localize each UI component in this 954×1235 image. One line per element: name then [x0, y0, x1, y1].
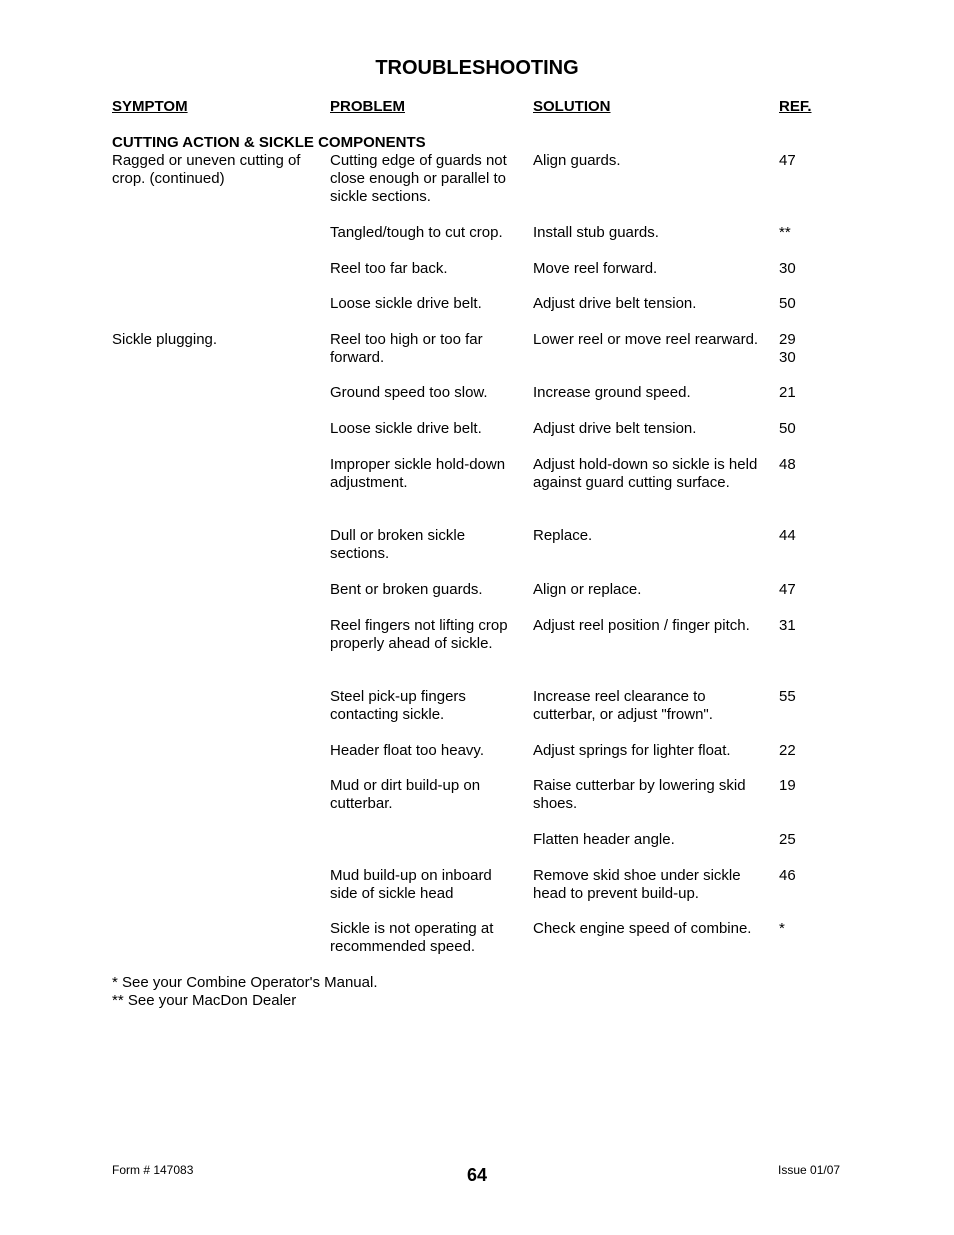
problem-cell: Sickle is not operating at recommended speed.	[330, 920, 494, 955]
ref-cell: 48	[779, 456, 796, 473]
table-row	[0, 384, 954, 420]
page-number: 64	[466, 1165, 488, 1185]
problem-cell: Reel too high or too far forward.	[330, 331, 483, 366]
ref-cell: 31	[779, 617, 796, 634]
solution-cell: Replace.	[533, 527, 593, 544]
problem-cell: Dull or broken sickle sections.	[330, 527, 466, 562]
ref-cell: *	[779, 920, 785, 937]
solution-cell: Adjust hold-down so sickle is held against guard cutting surface.	[533, 456, 758, 491]
solution-cell: Adjust springs for lighter float.	[533, 742, 731, 759]
problem-cell: Bent or broken guards.	[330, 581, 483, 598]
solution-cell: Increase reel clearance to cutterbar, or adjust "frown".	[533, 688, 713, 723]
table-row	[0, 420, 954, 456]
symptom-cell: Sickle plugging.	[112, 331, 218, 348]
ref-cell: 47	[779, 581, 796, 598]
table-row	[0, 295, 954, 331]
problem-cell: Loose sickle drive belt.	[330, 295, 482, 312]
troubleshooting-table	[0, 152, 954, 974]
ref-cell: 47	[779, 152, 796, 169]
table-row	[0, 224, 954, 260]
ref-cell: 21	[779, 384, 796, 401]
ref-cell: 44	[779, 527, 796, 544]
problem-cell: Reel fingers not lifting crop properly ahead of sickle.	[330, 617, 508, 652]
solution-cell: Increase ground speed.	[533, 384, 691, 401]
solution-cell: Move reel forward.	[533, 259, 658, 277]
table-row	[0, 920, 954, 974]
solution-cell: Lower reel or move reel rearward.	[533, 331, 759, 348]
solution-cell: Align or replace.	[533, 581, 642, 598]
ref-cell: 50	[779, 420, 796, 437]
symptom-cell: Ragged or uneven cutting of crop. (continued)	[112, 152, 301, 187]
footnote: ** See your MacDon Dealer	[112, 992, 297, 1009]
column-header-symptom: SYMPTOM	[112, 98, 188, 115]
solution-cell: Adjust drive belt tension.	[533, 420, 697, 437]
problem-cell: Ground speed too slow.	[330, 384, 488, 401]
problem-cell: Loose sickle drive belt.	[330, 420, 482, 437]
table-row	[0, 331, 954, 384]
ref-cell: 19	[779, 777, 796, 794]
solution-cell: Raise cutterbar by lowering skid shoes.	[533, 777, 746, 812]
solution-cell: Adjust reel position / finger pitch.	[533, 617, 750, 634]
solution-cell: Adjust drive belt tension.	[533, 295, 697, 312]
table-row	[0, 581, 954, 617]
problem-cell: Reel too far back.	[330, 259, 448, 277]
ref-cell: 29 30	[779, 331, 796, 366]
ref-cell: 22	[779, 742, 796, 759]
table-row	[0, 688, 954, 742]
column-header-solution: SOLUTION	[533, 98, 611, 115]
footnote: * See your Combine Operator's Manual.	[112, 974, 378, 991]
section-heading: CUTTING ACTION & SICKLE COMPONENTS	[112, 134, 426, 151]
table-row	[0, 456, 954, 527]
table-row	[0, 617, 954, 688]
form-number: Form # 147083	[112, 1163, 194, 1177]
footnotes	[112, 974, 378, 1010]
table-row	[0, 152, 954, 224]
problem-cell: Mud or dirt build-up on cutterbar.	[330, 777, 481, 812]
problem-cell: Improper sickle hold-down adjustment.	[330, 456, 506, 491]
table-row	[0, 867, 954, 920]
problem-cell: Steel pick-up fingers contacting sickle.	[330, 688, 466, 723]
ref-cell: 50	[779, 295, 796, 312]
table-row	[0, 260, 954, 296]
ref-cell: 46	[779, 867, 796, 884]
issue-date: Issue 01/07	[778, 1163, 841, 1177]
table-row	[0, 742, 954, 777]
solution-cell: Remove skid shoe under sickle head to prevent build-up.	[533, 867, 741, 902]
column-header-problem: PROBLEM	[330, 98, 405, 115]
column-header-ref: REF.	[779, 98, 812, 115]
ref-cell: 25	[779, 831, 796, 848]
table-row	[0, 527, 954, 581]
solution-cell: Align guards.	[533, 152, 621, 169]
solution-cell: Check engine speed of combine.	[533, 920, 752, 937]
problem-cell: Header float too heavy.	[330, 742, 484, 759]
ref-cell: 30	[779, 259, 796, 277]
table-row	[0, 777, 954, 831]
problem-cell: Cutting edge of guards not close enough or parallel to sickle sections.	[330, 152, 507, 205]
solution-cell: Flatten header angle.	[533, 831, 675, 848]
table-row	[0, 831, 954, 867]
problem-cell: Mud build-up on inboard side of sickle head	[330, 867, 492, 902]
page-title: TROUBLESHOOTING	[375, 57, 579, 79]
ref-cell: 55	[779, 688, 796, 705]
solution-cell: Install stub guards.	[533, 224, 659, 241]
ref-cell: **	[779, 224, 791, 241]
problem-cell: Tangled/tough to cut crop.	[330, 224, 503, 241]
